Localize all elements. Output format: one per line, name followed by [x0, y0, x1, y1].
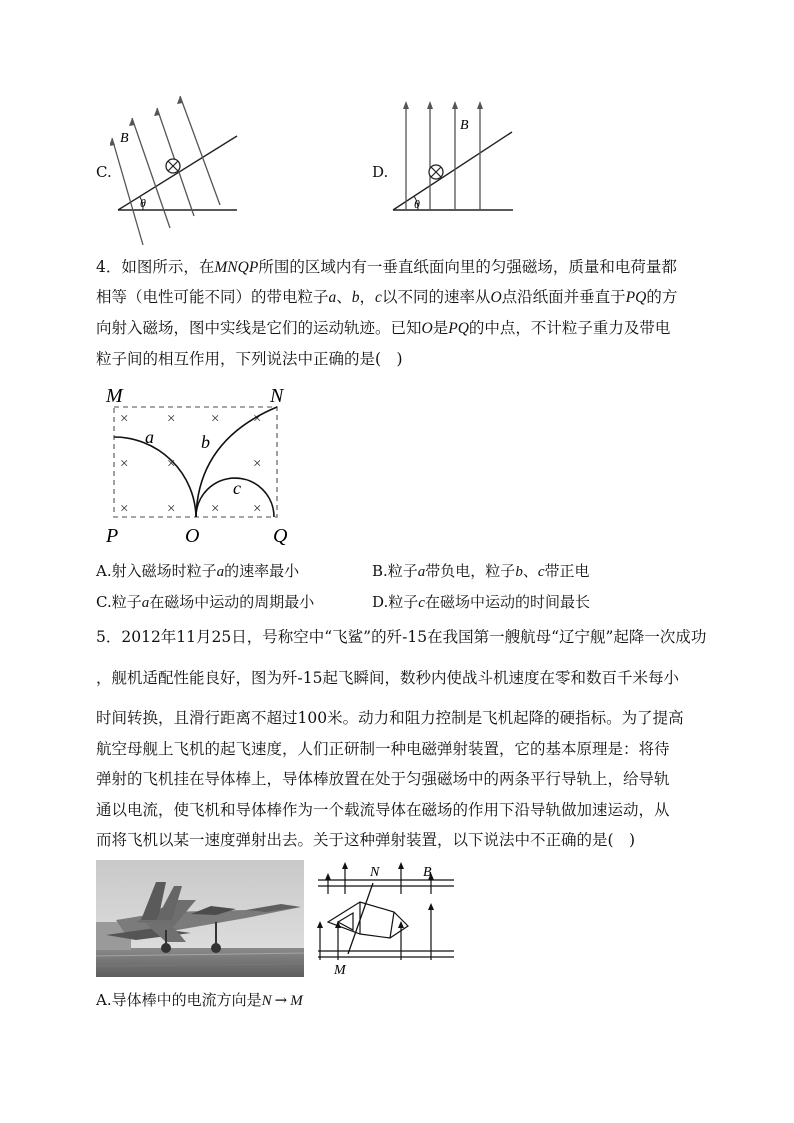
text-segment: C.粒子	[96, 593, 142, 611]
text-segment: 带负电，粒子	[425, 562, 516, 580]
variable-symbol: b	[515, 564, 523, 580]
field-lines	[112, 96, 220, 245]
text-segment: 的中点，不计粒子重力及带电	[468, 319, 671, 337]
variable-symbol: MNQP	[214, 259, 259, 276]
text-segment: 点沿纸面并垂直于	[501, 288, 626, 306]
text-segment: 所围的区域内有一垂直纸面向里的匀强磁场，质量和电荷量都	[258, 258, 677, 276]
text-segment: ，	[359, 288, 376, 306]
variable-symbol: c	[537, 564, 545, 580]
q4-line-2	[96, 282, 677, 313]
variable-symbol: c	[375, 289, 382, 306]
text-segment: 的速率最小	[224, 562, 300, 580]
text-segment: 带正电	[544, 562, 590, 580]
q4-option-d[interactable]	[372, 592, 590, 613]
variable-symbol: a	[216, 564, 225, 580]
current-from: N	[261, 993, 272, 1009]
field-cross-mark: ×	[120, 411, 129, 427]
current-arrow: →	[274, 991, 288, 1009]
text-segment: 是	[432, 319, 449, 337]
corner-label-q: Q	[273, 525, 288, 547]
q5-rail-schematic	[308, 858, 458, 978]
field-cross-mark: ×	[253, 501, 262, 517]
field-cross-mark: ×	[211, 501, 220, 517]
field-cross-mark: ×	[120, 456, 129, 472]
text-segment: 的方	[646, 288, 678, 306]
current-to: M	[290, 993, 303, 1009]
q4-number: 4．	[96, 258, 122, 276]
q5-line-2: ，舰机适配性能良好，图为歼-15起飞瞬间，数秒内使战斗机速度在零和数百千米每小	[96, 669, 679, 687]
q5-line-3: 时间转换，且滑行距离不超过100米。动力和阻力控制是飞机起降的硬指标。为了提高	[96, 709, 684, 727]
text-segment: 在磁场中运动的周期最小	[149, 593, 315, 611]
q5-line-1: 5．2012年11月25日，号称空中“飞鲨”的歼-15在我国第一艘航母“辽宁舰”起降一次成功	[96, 628, 707, 646]
text-segment: 在磁场中运动的时间最长	[424, 593, 590, 611]
field-cross-mark: ×	[120, 501, 129, 517]
text-segment: 粒子间的相互作用，下列说法中正确的是( )	[96, 350, 403, 368]
incline-slope	[118, 136, 237, 210]
field-cross-mark: ×	[211, 411, 220, 427]
q4-line-1	[96, 252, 677, 283]
variable-symbol: c	[418, 595, 425, 611]
rail-label-n: N	[370, 865, 380, 880]
field-arrowheads	[403, 101, 483, 109]
q5-line-7: 而将飞机以某一速度弹射出去。关于这种弹射装置，以下说法中不正确的是( )	[96, 831, 636, 849]
q4-option-b[interactable]	[372, 561, 590, 582]
q5-option-a-text: A.导体棒中的电流方向是	[96, 991, 262, 1009]
text-segment: 如图所示，在	[121, 258, 215, 276]
field-cross-mark: ×	[167, 456, 176, 472]
field-cross-mark: ×	[167, 501, 176, 517]
field-cross-mark: ×	[167, 411, 176, 427]
option-d-label[interactable]: D.	[372, 163, 389, 181]
option-c-label[interactable]: C.	[96, 163, 112, 181]
text-segment: 、	[522, 562, 538, 580]
field-cross-mark: ×	[253, 456, 262, 472]
variable-symbol: b	[351, 289, 360, 306]
q5-line-6: 通以电流，使飞机和导体棒作为一个载流导体在磁场的作用下沿导轨做加速运动，从	[96, 801, 670, 819]
q4-option-a[interactable]	[96, 561, 299, 582]
field-label-b: B	[423, 865, 432, 880]
corner-label-n: N	[270, 385, 284, 407]
text-segment: 向射入磁场，图中实线是它们的运动轨迹。已知	[96, 319, 422, 337]
q4-option-c[interactable]	[96, 592, 314, 613]
q5-line-4: 航空母舰上飞机的起飞速度，人们正研制一种电磁弹射装置，它的基本原理是：将待	[96, 740, 670, 758]
q5-line-5: 弹射的飞机挂在导体棒上，导体棒放置在处于匀强磁场中的两条平行导轨上，给导轨	[96, 770, 670, 788]
variable-symbol: O	[490, 289, 502, 306]
field-label-b: B	[120, 131, 129, 146]
field-cross-mark: ×	[253, 411, 262, 427]
trajectory-b	[196, 407, 277, 517]
q5-option-a[interactable]	[96, 990, 303, 1011]
text-segment: 、	[336, 288, 352, 306]
incline-slope	[393, 132, 512, 210]
path-label-a: a	[145, 427, 154, 447]
text-segment: B.粒子	[372, 562, 418, 580]
variable-symbol: a	[328, 289, 337, 306]
variable-symbol: PQ	[625, 289, 647, 306]
angle-label-theta: θ	[414, 197, 420, 211]
q4-line-3	[96, 313, 670, 344]
variable-symbol: O	[421, 320, 433, 337]
q4-magnetic-field-figure	[100, 380, 300, 550]
j15-takeoff-photo	[96, 860, 304, 977]
field-label-b: B	[460, 118, 469, 133]
q4-line-4	[96, 344, 403, 374]
corner-label-p: P	[106, 525, 119, 547]
point-label-o: O	[185, 525, 200, 547]
plane-outline	[328, 902, 408, 938]
path-label-c: c	[233, 478, 241, 498]
option-c-figure	[110, 90, 250, 250]
rail-label-m: M	[334, 963, 346, 978]
variable-symbol: a	[141, 595, 150, 611]
variable-symbol: a	[417, 564, 426, 580]
text-segment: D.粒子	[372, 593, 419, 611]
variable-symbol: PQ	[448, 320, 469, 337]
option-d-figure	[388, 95, 518, 220]
corner-label-m: M	[106, 385, 123, 407]
text-segment: A.射入磁场时粒子	[96, 562, 217, 580]
text-segment: 以不同的速率从	[381, 288, 491, 306]
angle-label-theta: θ	[140, 196, 146, 210]
path-label-b: b	[201, 432, 210, 452]
text-segment: 相等（电性可能不同）的带电粒子	[96, 288, 329, 306]
